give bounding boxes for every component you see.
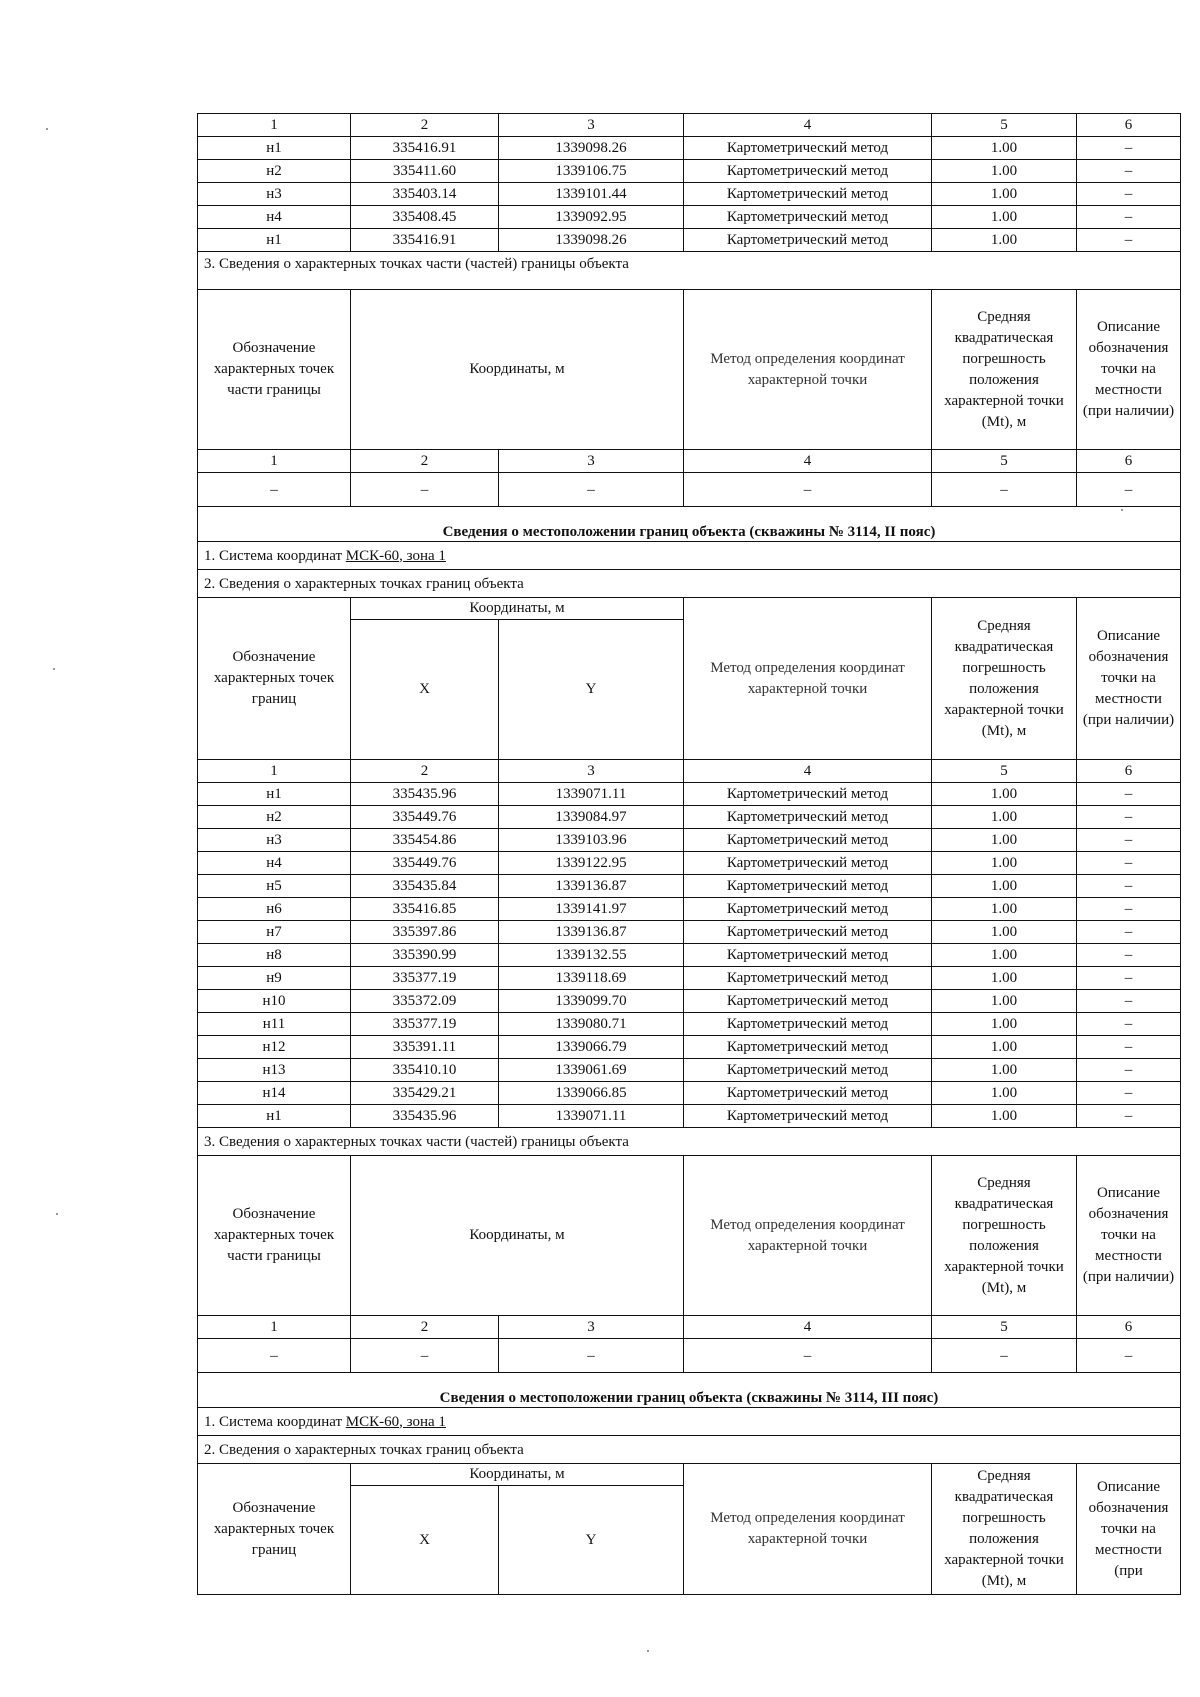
method: Картометрический метод bbox=[684, 875, 932, 898]
method: Картометрический метод bbox=[684, 137, 932, 160]
col-num-5: 5 bbox=[932, 1316, 1077, 1339]
table-row bbox=[198, 137, 1181, 160]
point-name: н5 bbox=[198, 875, 351, 898]
point-name: н9 bbox=[198, 967, 351, 990]
method: Картометрический метод bbox=[684, 829, 932, 852]
error: 1.00 bbox=[932, 183, 1077, 206]
section-row bbox=[198, 570, 1181, 598]
error: 1.00 bbox=[932, 944, 1077, 967]
point-name: н2 bbox=[198, 160, 351, 183]
col-num-4: 4 bbox=[684, 450, 932, 473]
table-row bbox=[198, 783, 1181, 806]
header-error: Средняя квадратическая погрешность положения характерной точки (Mt), м bbox=[932, 1464, 1077, 1595]
col-num-2: 2 bbox=[351, 450, 499, 473]
coord-x: 335403.14 bbox=[351, 183, 499, 206]
col-num-4: 4 bbox=[684, 114, 932, 137]
coordinate-system-value: МСК-60, зона 1 bbox=[345, 1413, 446, 1430]
table-row bbox=[198, 473, 1181, 507]
error: 1.00 bbox=[932, 1082, 1077, 1105]
description: – bbox=[1077, 875, 1181, 898]
point-name: н3 bbox=[198, 183, 351, 206]
point-name: н12 bbox=[198, 1036, 351, 1059]
header-method: Метод определения координат характерной точки bbox=[684, 1156, 932, 1316]
error: 1.00 bbox=[932, 921, 1077, 944]
coord-y: 1339103.96 bbox=[499, 829, 684, 852]
table-row bbox=[198, 806, 1181, 829]
coord-y: 1339136.87 bbox=[499, 921, 684, 944]
coord-x: 335449.76 bbox=[351, 806, 499, 829]
coordinate-system-label: 1. Система координат bbox=[204, 1413, 346, 1430]
document-page bbox=[197, 113, 1180, 1595]
col-num-3: 3 bbox=[499, 450, 684, 473]
col-num-3: 3 bbox=[499, 114, 684, 137]
method: Картометрический метод bbox=[684, 944, 932, 967]
col-num-4: 4 bbox=[684, 1316, 932, 1339]
coord-y: 1339098.26 bbox=[499, 229, 684, 252]
header-point: Обозначение характерных точек границ bbox=[198, 598, 351, 760]
section-row bbox=[198, 1436, 1181, 1464]
error: 1.00 bbox=[932, 1036, 1077, 1059]
description: – bbox=[1077, 1013, 1181, 1036]
table-row bbox=[198, 898, 1181, 921]
table-row bbox=[198, 206, 1181, 229]
coord-x: 335372.09 bbox=[351, 990, 499, 1013]
section-row bbox=[198, 1128, 1181, 1156]
point-name: н2 bbox=[198, 806, 351, 829]
method: Картометрический метод bbox=[684, 783, 932, 806]
point-name: н6 bbox=[198, 898, 351, 921]
error: 1.00 bbox=[932, 852, 1077, 875]
coord-y: – bbox=[499, 1339, 684, 1373]
header-error: Средняя квадратическая погрешность положения характерной точки (Mt), м bbox=[932, 290, 1077, 450]
coord-y: 1339061.69 bbox=[499, 1059, 684, 1082]
error: 1.00 bbox=[932, 898, 1077, 921]
description: – bbox=[1077, 967, 1181, 990]
coord-y: 1339084.97 bbox=[499, 806, 684, 829]
error: 1.00 bbox=[932, 1013, 1077, 1036]
col-num-4: 4 bbox=[684, 760, 932, 783]
header-x: X bbox=[351, 620, 499, 760]
method: Картометрический метод bbox=[684, 852, 932, 875]
description: – bbox=[1077, 206, 1181, 229]
points-title: 2. Сведения о характерных точках границ объекта bbox=[198, 570, 1181, 598]
method: Картометрический метод bbox=[684, 921, 932, 944]
table-row bbox=[198, 229, 1181, 252]
coord-x: 335429.21 bbox=[351, 1082, 499, 1105]
point-name: н1 bbox=[198, 783, 351, 806]
method: Картометрический метод bbox=[684, 229, 932, 252]
col-num-6: 6 bbox=[1077, 450, 1181, 473]
header-part-point: Обозначение характерных точек части границы bbox=[198, 1156, 351, 1316]
description: – bbox=[1077, 898, 1181, 921]
method: – bbox=[684, 1339, 932, 1373]
header-coordinates: Координаты, м bbox=[351, 1156, 684, 1316]
error: 1.00 bbox=[932, 806, 1077, 829]
col-num-1: 1 bbox=[198, 760, 351, 783]
method: Картометрический метод bbox=[684, 990, 932, 1013]
method: Картометрический метод bbox=[684, 898, 932, 921]
coord-y: – bbox=[499, 473, 684, 507]
point-name: н1 bbox=[198, 137, 351, 160]
error: 1.00 bbox=[932, 160, 1077, 183]
table-row bbox=[198, 1105, 1181, 1128]
table-row bbox=[198, 852, 1181, 875]
description: – bbox=[1077, 229, 1181, 252]
coord-y: 1339071.11 bbox=[499, 783, 684, 806]
coord-y: 1339066.85 bbox=[499, 1082, 684, 1105]
table-row bbox=[198, 1036, 1181, 1059]
coord-y: 1339136.87 bbox=[499, 875, 684, 898]
coord-x: 335435.84 bbox=[351, 875, 499, 898]
scan-speck bbox=[647, 1650, 649, 1652]
coord-x: 335449.76 bbox=[351, 852, 499, 875]
header-x: X bbox=[351, 1486, 499, 1595]
col-num-3: 3 bbox=[499, 760, 684, 783]
coord-y: 1339141.97 bbox=[499, 898, 684, 921]
description: – bbox=[1077, 944, 1181, 967]
method: Картометрический метод bbox=[684, 1036, 932, 1059]
method: Картометрический метод bbox=[684, 1059, 932, 1082]
points-header-row bbox=[198, 1464, 1181, 1486]
point-name: н1 bbox=[198, 1105, 351, 1128]
coord-x: 335410.10 bbox=[351, 1059, 499, 1082]
description: – bbox=[1077, 1105, 1181, 1128]
point-name: н10 bbox=[198, 990, 351, 1013]
coordinate-system-row bbox=[198, 1408, 1181, 1436]
coord-y: 1339066.79 bbox=[499, 1036, 684, 1059]
error: 1.00 bbox=[932, 137, 1077, 160]
point-name: н8 bbox=[198, 944, 351, 967]
points-header-row bbox=[198, 598, 1181, 620]
method: Картометрический метод bbox=[684, 1082, 932, 1105]
error: 1.00 bbox=[932, 829, 1077, 852]
part-points-title: 3. Сведения о характерных точках части (частей) границы объекта bbox=[198, 252, 1181, 290]
column-number-row bbox=[198, 1316, 1181, 1339]
coord-x: 335416.85 bbox=[351, 898, 499, 921]
scan-speck bbox=[46, 128, 48, 130]
description: – bbox=[1077, 183, 1181, 206]
coord-x: 335391.11 bbox=[351, 1036, 499, 1059]
description: – bbox=[1077, 852, 1181, 875]
col-num-1: 1 bbox=[198, 114, 351, 137]
table-row bbox=[198, 1013, 1181, 1036]
coord-x: – bbox=[351, 1339, 499, 1373]
coord-x: 335416.91 bbox=[351, 229, 499, 252]
header-description: Описание обозначения точки на местности (при наличии) bbox=[1077, 598, 1181, 760]
table-row bbox=[198, 1339, 1181, 1373]
coord-y: 1339071.11 bbox=[499, 1105, 684, 1128]
header-description: Описание обозначения точки на местности (при наличии) bbox=[1077, 290, 1181, 450]
table-row bbox=[198, 875, 1181, 898]
method: Картометрический метод bbox=[684, 1013, 932, 1036]
coord-y: 1339132.55 bbox=[499, 944, 684, 967]
table-row bbox=[198, 1059, 1181, 1082]
table-row bbox=[198, 1082, 1181, 1105]
coord-x: – bbox=[351, 473, 499, 507]
section-row bbox=[198, 507, 1181, 542]
col-num-1: 1 bbox=[198, 1316, 351, 1339]
error: 1.00 bbox=[932, 783, 1077, 806]
col-num-2: 2 bbox=[351, 760, 499, 783]
description: – bbox=[1077, 1036, 1181, 1059]
error: 1.00 bbox=[932, 229, 1077, 252]
block2-rows bbox=[198, 783, 1181, 1128]
point-name: н3 bbox=[198, 829, 351, 852]
col-num-5: 5 bbox=[932, 114, 1077, 137]
header-method: Метод определения координат характерной точки bbox=[684, 290, 932, 450]
method: Картометрический метод bbox=[684, 183, 932, 206]
coord-x: 335435.96 bbox=[351, 783, 499, 806]
boundary-table bbox=[197, 113, 1181, 1595]
method: – bbox=[684, 473, 932, 507]
part-points-title: 3. Сведения о характерных точках части (частей) границы объекта bbox=[198, 1128, 1181, 1156]
points-title: 2. Сведения о характерных точках границ объекта bbox=[198, 1436, 1181, 1464]
coord-x: 335377.19 bbox=[351, 1013, 499, 1036]
col-num-2: 2 bbox=[351, 114, 499, 137]
point-name: н7 bbox=[198, 921, 351, 944]
header-description: Описание обозначения точки на местности (при bbox=[1077, 1464, 1181, 1595]
col-num-6: 6 bbox=[1077, 760, 1181, 783]
header-description: Описание обозначения точки на местности (при наличии) bbox=[1077, 1156, 1181, 1316]
point-name: н1 bbox=[198, 229, 351, 252]
method: Картометрический метод bbox=[684, 206, 932, 229]
coordinate-system-value: МСК-60, зона 1 bbox=[345, 547, 446, 564]
col-num-1: 1 bbox=[198, 450, 351, 473]
point-name: н4 bbox=[198, 852, 351, 875]
header-part-point: Обозначение характерных точек части границы bbox=[198, 290, 351, 450]
description: – bbox=[1077, 990, 1181, 1013]
section-row bbox=[198, 252, 1181, 290]
table-row bbox=[198, 921, 1181, 944]
header-y: Y bbox=[499, 620, 684, 760]
description: – bbox=[1077, 921, 1181, 944]
error: – bbox=[932, 473, 1077, 507]
coord-y: 1339098.26 bbox=[499, 137, 684, 160]
coord-x: 335377.19 bbox=[351, 967, 499, 990]
point-name: н11 bbox=[198, 1013, 351, 1036]
table-row bbox=[198, 183, 1181, 206]
error: 1.00 bbox=[932, 967, 1077, 990]
coord-y: 1339118.69 bbox=[499, 967, 684, 990]
column-number-row bbox=[198, 114, 1181, 137]
description: – bbox=[1077, 1059, 1181, 1082]
point-name: н14 bbox=[198, 1082, 351, 1105]
coord-x: 335397.86 bbox=[351, 921, 499, 944]
col-num-6: 6 bbox=[1077, 114, 1181, 137]
description: – bbox=[1077, 783, 1181, 806]
section-row bbox=[198, 1408, 1181, 1436]
section-row bbox=[198, 542, 1181, 570]
header-method: Метод определения координат характерной точки bbox=[684, 1464, 932, 1595]
header-method: Метод определения координат характерной точки bbox=[684, 598, 932, 760]
coord-x: 335390.99 bbox=[351, 944, 499, 967]
col-num-5: 5 bbox=[932, 760, 1077, 783]
column-number-row bbox=[198, 760, 1181, 783]
error: 1.00 bbox=[932, 990, 1077, 1013]
header-coordinates: Координаты, м bbox=[351, 598, 684, 620]
point-name: н4 bbox=[198, 206, 351, 229]
error: – bbox=[932, 1339, 1077, 1373]
section-title: Сведения о местоположении границ объекта (скважины № 3114, III пояс) bbox=[198, 1373, 1181, 1408]
point-name: – bbox=[198, 1339, 351, 1373]
description: – bbox=[1077, 473, 1181, 507]
header-point: Обозначение характерных точек границ bbox=[198, 1464, 351, 1595]
col-num-5: 5 bbox=[932, 450, 1077, 473]
table-row bbox=[198, 829, 1181, 852]
description: – bbox=[1077, 1339, 1181, 1373]
scan-speck bbox=[56, 1213, 58, 1215]
error: 1.00 bbox=[932, 206, 1077, 229]
coord-x: 335416.91 bbox=[351, 137, 499, 160]
table-row bbox=[198, 990, 1181, 1013]
coord-x: 335408.45 bbox=[351, 206, 499, 229]
point-name: – bbox=[198, 473, 351, 507]
description: – bbox=[1077, 829, 1181, 852]
point-name: н13 bbox=[198, 1059, 351, 1082]
header-error: Средняя квадратическая погрешность положения характерной точки (Mt), м bbox=[932, 598, 1077, 760]
col-num-6: 6 bbox=[1077, 1316, 1181, 1339]
coord-y: 1339092.95 bbox=[499, 206, 684, 229]
section-row bbox=[198, 1373, 1181, 1408]
coord-y: 1339080.71 bbox=[499, 1013, 684, 1036]
coordinate-system-label: 1. Система координат bbox=[204, 547, 346, 564]
error: 1.00 bbox=[932, 875, 1077, 898]
part-header-row bbox=[198, 1156, 1181, 1316]
description: – bbox=[1077, 160, 1181, 183]
scan-speck bbox=[53, 668, 55, 670]
method: Картометрический метод bbox=[684, 1105, 932, 1128]
table-row bbox=[198, 160, 1181, 183]
description: – bbox=[1077, 806, 1181, 829]
scan-speck bbox=[1121, 509, 1123, 511]
method: Картометрический метод bbox=[684, 160, 932, 183]
table-row bbox=[198, 967, 1181, 990]
col-num-2: 2 bbox=[351, 1316, 499, 1339]
col-num-3: 3 bbox=[499, 1316, 684, 1339]
description: – bbox=[1077, 137, 1181, 160]
coord-y: 1339101.44 bbox=[499, 183, 684, 206]
part-header-row bbox=[198, 290, 1181, 450]
description: – bbox=[1077, 1082, 1181, 1105]
coord-y: 1339106.75 bbox=[499, 160, 684, 183]
method: Картометрический метод bbox=[684, 967, 932, 990]
coord-y: 1339099.70 bbox=[499, 990, 684, 1013]
section-title: Сведения о местоположении границ объекта (скважины № 3114, II пояс) bbox=[198, 507, 1181, 542]
header-coordinates: Координаты, м bbox=[351, 1464, 684, 1486]
coord-y: 1339122.95 bbox=[499, 852, 684, 875]
coordinate-system-row bbox=[198, 542, 1181, 570]
method: Картометрический метод bbox=[684, 806, 932, 829]
header-coordinates: Координаты, м bbox=[351, 290, 684, 450]
column-number-row bbox=[198, 450, 1181, 473]
error: 1.00 bbox=[932, 1105, 1077, 1128]
coord-x: 335454.86 bbox=[351, 829, 499, 852]
error: 1.00 bbox=[932, 1059, 1077, 1082]
table-row bbox=[198, 944, 1181, 967]
coord-x: 335435.96 bbox=[351, 1105, 499, 1128]
coord-x: 335411.60 bbox=[351, 160, 499, 183]
header-y: Y bbox=[499, 1486, 684, 1595]
header-error: Средняя квадратическая погрешность положения характерной точки (Mt), м bbox=[932, 1156, 1077, 1316]
